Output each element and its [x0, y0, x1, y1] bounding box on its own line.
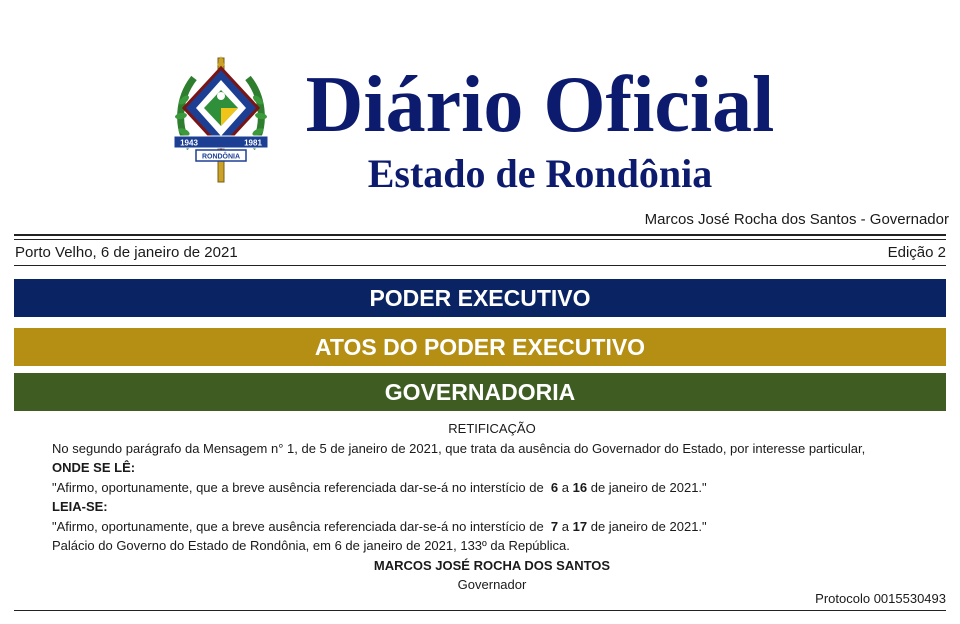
section-band-executive-power: PODER EXECUTIVO — [14, 279, 946, 317]
where-reads-from: 6 — [550, 479, 559, 495]
document-intro: No segundo parágrafo da Mensagem n° 1, de 5 de janeiro de 2021, que trata da ausência do Governador do Estado, por interesse particular, — [52, 440, 866, 456]
where-reads-to: 16 — [572, 479, 588, 495]
section-band-executive-acts: ATOS DO PODER EXECUTIVO — [14, 328, 946, 366]
header-divider-thin — [14, 239, 946, 240]
page-subtitle: Estado de Rondônia — [367, 151, 713, 196]
signer-role: Governador — [457, 577, 527, 592]
edition-number: Edição 2 — [887, 244, 946, 261]
document-body — [52, 419, 932, 595]
signer-name: MARCOS JOSÉ ROCHA DOS SANTOS — [373, 557, 611, 573]
document-closing: Palácio do Governo do Estado de Rondônia, em 6 de janeiro de 2021, 133º da República. — [52, 538, 570, 553]
state-coat-of-arms — [172, 56, 270, 184]
page-title: Diário Oficial — [305, 61, 775, 149]
read-as-to: 17 — [572, 518, 588, 534]
place-date: Porto Velho, 6 de janeiro de 2021 — [15, 244, 238, 261]
seal-year-left: 1943 — [180, 138, 198, 148]
seal-year-right: 1981 — [244, 138, 262, 148]
governor-line: Marcos José Rocha dos Santos - Governador — [644, 211, 949, 228]
seal-banner: RONDÔNIA — [201, 153, 241, 161]
header-divider-bottom — [14, 265, 946, 266]
read-as-label: LEIA-SE: — [52, 499, 108, 514]
read-as-text: "Afirmo, oportunamente, que a breve ausência referenciada dar-se-á no interstício de 7 a 17 de janeiro de 2021." — [52, 518, 707, 534]
protocol-number: Protocolo 0015530493 — [815, 591, 946, 606]
document-heading: RETIFICAÇÃO — [448, 421, 536, 436]
footer-divider — [14, 610, 946, 611]
section-band-governorship: GOVERNADORIA — [14, 373, 946, 411]
where-reads-text: "Afirmo, oportunamente, que a breve ausência referenciada dar-se-á no interstício de 6 a 16 de janeiro de 2021." — [52, 479, 707, 495]
header-divider-top — [14, 234, 946, 236]
read-as-from: 7 — [550, 518, 559, 534]
where-reads-label: ONDE SE LÊ: — [52, 460, 136, 475]
